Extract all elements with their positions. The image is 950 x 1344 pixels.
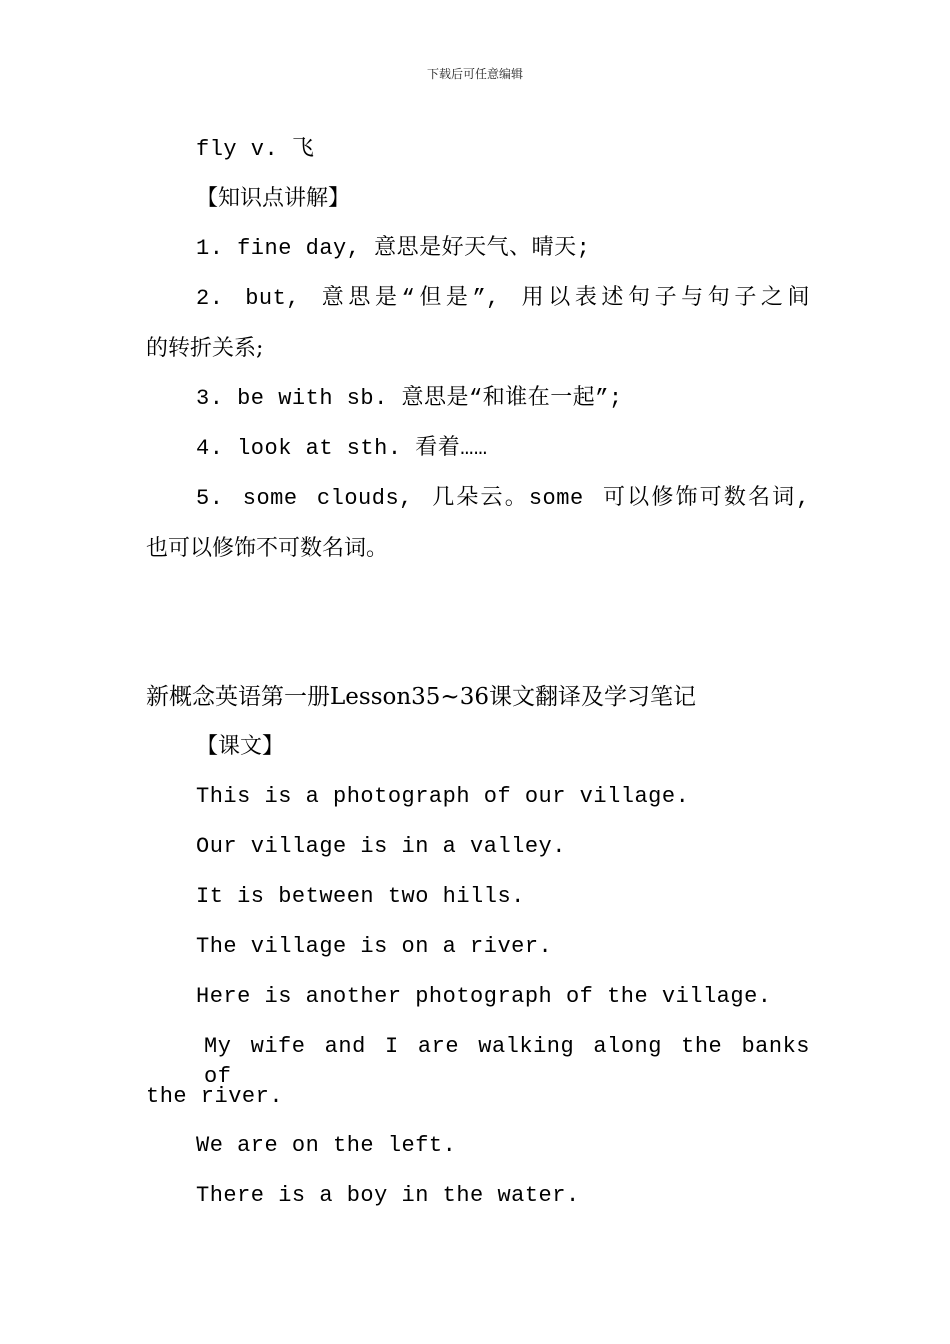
text-line: We are on the left. xyxy=(196,1133,457,1158)
point-5-line-1: 5. some clouds, 几朵云。some 可以修饰可数名词, xyxy=(196,486,810,511)
knowledge-heading: 【知识点讲解】 xyxy=(196,186,351,211)
text-line: Our village is in a valley. xyxy=(196,834,566,859)
text-line: Here is another photograph of the village. xyxy=(196,984,772,1009)
page-header: 下载后可任意编辑 xyxy=(426,67,523,81)
text-line: There is a boy in the water. xyxy=(196,1183,580,1208)
text-line: My wife and I are walking along the banks of xyxy=(204,1034,810,1089)
point-2-line-2: 的转折关系; xyxy=(146,336,264,361)
text-line: the river. xyxy=(146,1084,284,1109)
text-line: The village is on a river. xyxy=(196,934,553,959)
text-line: It is between two hills. xyxy=(196,884,525,909)
point-2-line-1: 2. but, 意思是“但是”, 用以表述句子与句子之间 xyxy=(196,286,810,311)
point-4: 4. look at sth. 看着…… xyxy=(196,436,488,461)
point-3: 3. be with sb. 意思是“和谁在一起”; xyxy=(196,386,623,411)
section-title: 新概念英语第一册Lesson35~36课文翻译及学习笔记 xyxy=(146,684,696,710)
vocab-line: fly v. 飞 xyxy=(196,137,315,162)
text-line: This is a photograph of our village. xyxy=(196,784,690,809)
text-heading: 【课文】 xyxy=(196,734,285,759)
point-1: 1. fine day, 意思是好天气、晴天; xyxy=(196,236,591,261)
point-5-line-2: 也可以修饰不可数名词。 xyxy=(146,536,389,561)
